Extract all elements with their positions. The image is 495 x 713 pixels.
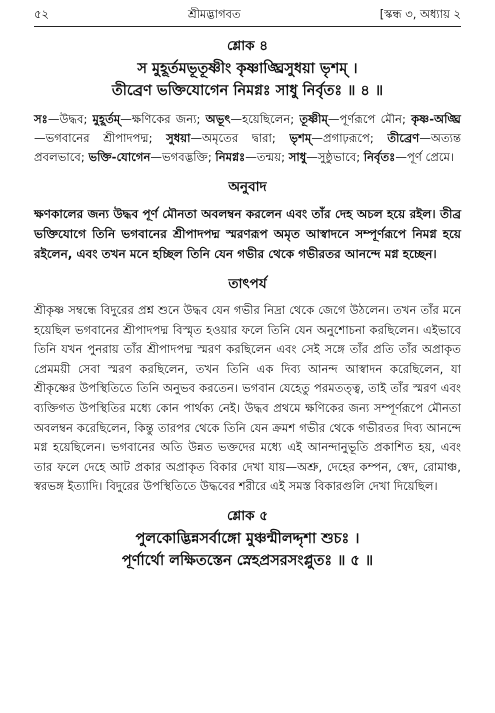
synonym-term: সুধয়া xyxy=(166,131,191,145)
header-rule xyxy=(34,26,461,27)
synonym-meaning: পূর্ণ প্রেমে। xyxy=(406,150,455,164)
synonym-meaning: ক্ষণিকের জন্য xyxy=(131,112,197,126)
verse-4-line-1: স মুহূর্তমভূতূষ্ণীং কৃষ্ণাঙ্ঘ্রিসুধয়া ভৃশম্ । xyxy=(137,61,358,77)
verse-5-label: শ্লোক ৫ xyxy=(226,507,269,524)
verse-5-line-2: পূর্ণার্থো লক্ষিতস্তেন স্নেহপ্রসরসংপ্লুতঃ ॥ ৫ ॥ xyxy=(121,552,374,569)
synonym-meaning: উদ্ধব xyxy=(59,112,84,126)
synonym-term: নির্বৃতঃ xyxy=(363,150,396,164)
synonym-term: মুহূর্তম্ xyxy=(92,112,121,126)
verse-4-line-2: তীব্রেণ ভক্তিযোগেন নিমগ্নঃ সাধু নির্বৃতঃ ॥ ৪ ॥ xyxy=(111,83,384,99)
purport-text: শ্রীকৃষ্ণ সম্বন্ধে বিদুরের প্রশ্ন শুনে উদ্ধব যেন গভীর নিদ্রা থেকে জেগে উঠলেন। তখন তাঁর মনে হয়েছিল ভগবানের শ্রীপাদপদ্ম বিস্মৃত হওয়ার ফলে তিনি যেন অনুশোচনা করছিলেন। এইভাবে তিনি যখন পুনরায় তাঁর শ্রীপাদপদ্ম স্মরণ করছিলেন এবং সেই সঙ্গে তাঁর প্রতি তাঁর অপ্রাকৃত প্রেমময়ী সেবা স্মরণ করছিলেন, তখন তিনি এক দিব্য আনন্দ আস্বাদন করেছিলেন, যা শ্রীকৃষ্ণের উপস্থিতিতে তিনি অনুভব করতেন। ভগবান যেহেতু পরমতত্ত্ব, তাই তাঁর স্মরণ এবং ব্যক্তিগত উপস্থিতির মধ্যে কোন পার্থক্য নেই। উদ্ধব প্রথমে ক্ষণিকের জন্য সম্পূর্ণরূপে মৌনতা অবলম্বন করেছিলেন, কিন্তু তারপর থেকে তিনি যেন ক্রমশ গভীর থেকে গভীরতর দিব্য আনন্দে মগ্ন হয়েছিলেন। ভগবানের অতি উন্নত ভক্তদের মধ্যে এই আনন্দানুভূতি প্রকাশিত হয়, এবং তার ফলে দেহে আট প্রকার অপ্রাকৃত বিকার দেখা যায়—অশ্রু, দেহের কম্পন, স্বেদ, রোমাঞ্চ, স্বরভঙ্গ ইত্যাদি। বিদুরের উপস্থিতিতে উদ্ধবের শরীরে এই সমস্ত বিকারগুলি দেখা দিয়েছিল। xyxy=(34,303,461,494)
page-header xyxy=(34,6,461,24)
synonym-meaning: পূর্ণরূপে মৌন xyxy=(339,112,402,126)
synonym-meaning: অত্যন্ত প্রবলভাবে xyxy=(34,131,461,164)
synonym-term: ভৃশম্ xyxy=(289,131,312,145)
synonym-meaning: অমৃতের দ্বারা xyxy=(202,131,272,145)
synonym-meaning: ভগবানের শ্রীপাদপদ্ম xyxy=(45,131,149,145)
synonym-meaning: ভগবদ্ভক্তি xyxy=(162,150,208,164)
verse-5-line-1: পুলকোদ্ভিন্নসর্বাঙ্গো মুঞ্চন্মীলদ্দৃশা শুচঃ । xyxy=(135,530,360,547)
book-title: শ্রীমদ্ভাগবত xyxy=(187,7,241,21)
synonym-meaning: হয়েছিলেন xyxy=(242,112,291,126)
chapter-reference: [স্কন্ধ ৩, অধ্যায় ২ xyxy=(379,7,461,21)
synonym-meaning: প্রগাঢ়রূপে xyxy=(322,131,370,145)
synonym-meaning: তন্ময় xyxy=(256,150,282,164)
synonym-meaning: সুষ্ঠুভাবে xyxy=(317,150,357,164)
synonym-term: তীব্রেণ xyxy=(387,131,420,145)
page-number: ৫২ xyxy=(34,7,49,21)
synonym-term: ভক্তি-যোগেন xyxy=(88,150,151,164)
verse-4-label: শ্লোক ৪ xyxy=(226,38,269,54)
synonym-term: অভূৎ xyxy=(205,112,231,126)
synonym-term: তূষ্ণীম্ xyxy=(299,112,328,126)
translation-title: অনুবাদ xyxy=(228,179,267,195)
synonym-term: নিমগ্নঃ xyxy=(215,150,246,164)
synonym-term: সঃ xyxy=(34,112,48,126)
purport-title: তাৎপর্য xyxy=(228,276,267,292)
synonym-term: সাধু xyxy=(288,150,307,164)
translation-text: ক্ষণকালের জন্য উদ্ধব পূর্ণ মৌনতা অবলম্বন করলেন এবং তাঁর দেহ অচল হয়ে রইল। তীব্র ভক্তিযোগে তিনি ভগবানের শ্রীপাদপদ্ম স্মরণরূপ অমৃত আস্বাদনে সম্পূর্ণরূপে নিমগ্ন হয়ে রইলেন, এবং তখন মনে হচ্ছিল তিনি যেন গভীর থেকে গভীরতর আনন্দে মগ্ন হচ্ছেন। xyxy=(34,207,461,261)
synonym-term: কৃষ্ণ-অঙ্ঘ্রি xyxy=(411,112,461,126)
synonyms-paragraph: সঃ—উদ্ধব; মুহূর্তম্—ক্ষণিকের জন্য; অভূৎ—হয়েছিলেন; তূষ্ণীম্—পূর্ণরূপে মৌন; কৃষ্ণ-অঙ্ঘ্রি—ভগবানের শ্রীপাদপদ্ম; সুধয়া—অমৃতের দ্বারা; ভৃশম্—প্রগাঢ়রূপে; তীব্রেণ—অত্যন্ত প্রবলভাবে; ভক্তি-যোগেন—ভগবদ্ভক্তি; নিমগ্নঃ—তন্ময়; সাধু—সুষ্ঠুভাবে; নির্বৃতঃ—পূর্ণ প্রেমে। xyxy=(34,112,461,164)
